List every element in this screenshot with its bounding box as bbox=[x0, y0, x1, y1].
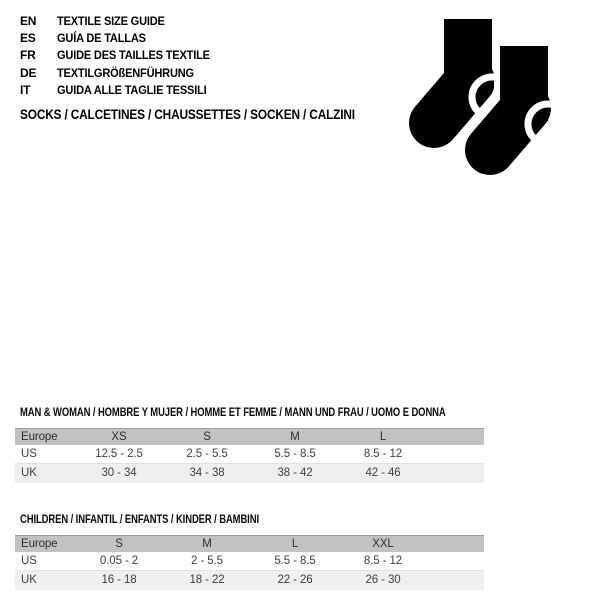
language-label: GUÍA DE TALLAS bbox=[57, 31, 146, 46]
language-label: TEXTILE SIZE GUIDE bbox=[57, 13, 165, 28]
socks-pair-icon bbox=[400, 10, 570, 185]
language-row bbox=[20, 47, 223, 64]
size-range-cell: 30 - 34 bbox=[101, 467, 137, 480]
table-title-children: CHILDREN / INFANTIL / ENFANTS / KINDER / BAMBINI bbox=[20, 514, 259, 526]
table-row-us bbox=[15, 445, 484, 464]
size-range-cell: 42 - 46 bbox=[365, 467, 401, 480]
table-row-uk bbox=[15, 464, 484, 483]
table-row-us bbox=[15, 552, 484, 571]
language-list bbox=[20, 12, 223, 99]
size-range-cell: 2 - 5.5 bbox=[191, 554, 223, 567]
language-label: GUIDE DES TAILLES TEXTILE bbox=[57, 48, 210, 63]
size-table-children bbox=[15, 535, 484, 590]
col-header-size: XS bbox=[111, 430, 127, 443]
size-range-cell: 16 - 18 bbox=[101, 574, 137, 587]
spacer-cell bbox=[427, 571, 484, 590]
col-header-size: L bbox=[379, 430, 387, 443]
size-range-cell: 2.5 - 5.5 bbox=[186, 447, 228, 460]
language-code: FR bbox=[20, 48, 36, 63]
region-cell: UK bbox=[21, 467, 37, 480]
col-header-size: S bbox=[203, 430, 211, 443]
size-range-cell: 5.5 - 8.5 bbox=[274, 447, 316, 460]
spacer-cell bbox=[427, 464, 484, 483]
size-range-cell: 5.5 - 8.5 bbox=[274, 554, 316, 567]
size-range-cell: 8.5 - 12 bbox=[363, 554, 403, 567]
region-cell: US bbox=[21, 554, 37, 567]
size-range-cell: 18 - 22 bbox=[189, 574, 225, 587]
col-header-size: L bbox=[291, 537, 299, 550]
col-header-size: M bbox=[202, 537, 212, 550]
table-header-row bbox=[15, 536, 484, 552]
size-range-cell: 38 - 42 bbox=[277, 467, 313, 480]
size-range-cell: 8.5 - 12 bbox=[363, 447, 403, 460]
language-row bbox=[20, 64, 223, 81]
col-header-region: Europe bbox=[21, 430, 58, 443]
size-range-cell: 34 - 38 bbox=[189, 467, 225, 480]
size-range-cell: 22 - 26 bbox=[277, 574, 313, 587]
language-row bbox=[20, 82, 223, 99]
size-range-cell: 26 - 30 bbox=[365, 574, 401, 587]
region-cell: US bbox=[21, 447, 37, 460]
col-header-spacer bbox=[427, 536, 484, 552]
size-range-cell: 12.5 - 2.5 bbox=[95, 447, 143, 460]
language-row bbox=[20, 12, 223, 29]
size-table-man-woman bbox=[15, 428, 484, 483]
language-code: EN bbox=[20, 13, 37, 28]
col-header-region: Europe bbox=[21, 537, 58, 550]
size-range-cell: 0.05 - 2 bbox=[99, 554, 139, 567]
table-header-row bbox=[15, 429, 484, 445]
col-header-size: S bbox=[115, 537, 123, 550]
region-cell: UK bbox=[21, 574, 37, 587]
table-row-uk bbox=[15, 571, 484, 590]
language-label: TEXTILGRÖßENFÜHRUNG bbox=[57, 65, 194, 80]
language-row bbox=[20, 29, 223, 46]
category-title: SOCKS / CALCETINES / CHAUSSETTES / SOCKEN / CALZINI bbox=[20, 107, 355, 122]
spacer-cell bbox=[427, 552, 484, 571]
language-code: DE bbox=[20, 65, 37, 80]
language-code: ES bbox=[20, 31, 36, 46]
language-label: GUIDA ALLE TAGLIE TESSILI bbox=[57, 83, 207, 98]
table-title-man-woman: MAN & WOMAN / HOMBRE Y MUJER / HOMME ET FEMME / MANN UND FRAU / UOMO E DONNA bbox=[20, 407, 446, 419]
col-header-spacer bbox=[427, 429, 484, 445]
language-code: IT bbox=[20, 83, 31, 98]
col-header-size: M bbox=[290, 430, 300, 443]
spacer-cell bbox=[427, 445, 484, 464]
col-header-size: XXL bbox=[372, 537, 394, 550]
